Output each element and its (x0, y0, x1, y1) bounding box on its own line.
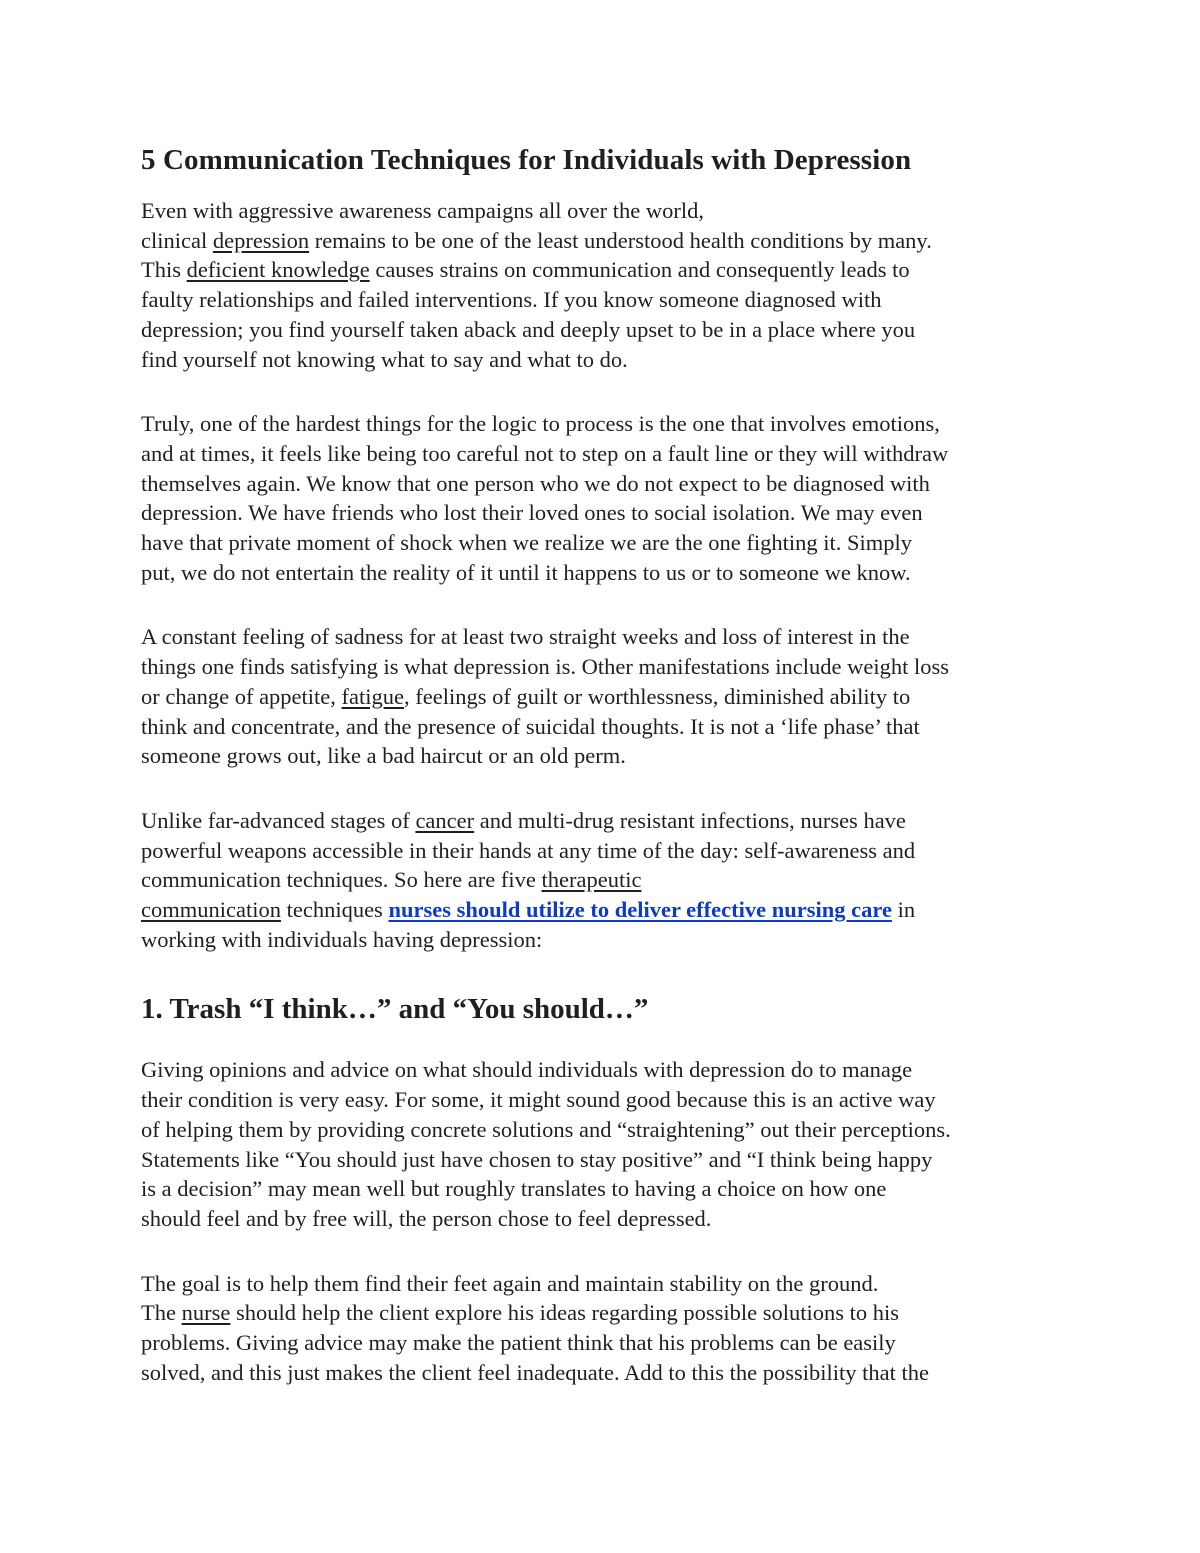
text-line: their condition is very easy. For some, it might sound good because this is an active way (141, 1087, 936, 1113)
text-line: have that private moment of shock when we realize we are the one fighting it. Simply (141, 530, 913, 556)
text-line: depression. We have friends who lost their loved ones to social isolation. We may even (141, 500, 923, 526)
text-line: is a decision” may mean well but roughly translates to having a choice on how one (141, 1176, 887, 1202)
text-line (141, 895, 1081, 925)
text-line (141, 682, 1081, 712)
text-line: Truly, one of the hardest things for the logic to process is the one that involves emotions, (141, 411, 940, 437)
text-segment: The (141, 1300, 182, 1326)
text-line (141, 865, 1081, 895)
text-line: Giving opinions and advice on what should individuals with depression do to manage (141, 1057, 913, 1083)
text-line (141, 255, 1081, 285)
text-segment: remains to be one of the least understood health conditions by many. (309, 227, 932, 253)
paragraph-definition (141, 622, 1081, 771)
communication-link[interactable]: communication (141, 897, 281, 923)
text-line (141, 1298, 1081, 1328)
text-line: solved, and this just makes the client feel inadequate. Add to this the possibility that the (141, 1359, 929, 1385)
text-line: Even with aggressive awareness campaigns all over the world, (141, 198, 704, 223)
document-page (141, 140, 1081, 1423)
nursing-care-link[interactable]: nurses should utilize to deliver effective nursing care (388, 897, 892, 923)
text-line (141, 806, 1081, 836)
text-line: A constant feeling of sadness for at least two straight weeks and loss of interest in the (141, 624, 910, 650)
nurse-link[interactable]: nurse (181, 1300, 231, 1326)
text-segment: This (141, 257, 187, 283)
page-title: 5 Communication Techniques for Individuals with Depression (141, 144, 912, 176)
cancer-link[interactable]: cancer (415, 807, 475, 833)
text-segment: or change of appetite, (141, 683, 342, 709)
text-line: and at times, it feels like being too careful not to step on a fault line or they will withdraw (141, 440, 949, 466)
paragraph-nurses (141, 806, 1081, 955)
text-segment: Unlike far-advanced stages of (141, 807, 416, 833)
text-segment: causes strains on communication and consequently leads to (369, 257, 910, 283)
text-line: problems. Giving advice may make the patient think that his problems can be easily (141, 1330, 896, 1356)
depression-link[interactable]: depression (212, 227, 310, 253)
text-line: put, we do not entertain the reality of it until it happens to us or to someone we know. (141, 559, 911, 585)
text-line: think and concentrate, and the presence of suicidal thoughts. It is not a ‘life phase’ that (141, 713, 920, 739)
text-segment: techniques (280, 897, 389, 923)
text-line: find yourself not knowing what to say and what to do. (141, 346, 628, 372)
deficient-knowledge-link[interactable]: deficient knowledge (186, 257, 370, 283)
paragraph-emotions (141, 409, 1081, 587)
text-line: should feel and by free will, the person chose to feel depressed. (141, 1205, 712, 1231)
text-segment: and multi-drug resistant infections, nurses have (474, 807, 906, 833)
text-line: themselves again. We know that one person who we do not expect to be diagnosed with (141, 470, 930, 496)
paragraph-advice (141, 1055, 1081, 1233)
text-segment: clinical (141, 227, 213, 253)
text-line: things one finds satisfying is what depression is. Other manifestations include weight loss (141, 654, 950, 680)
paragraph-intro (141, 196, 1081, 374)
text-line: faulty relationships and failed interventions. If you know someone diagnosed with (141, 287, 882, 313)
text-line: depression; you find yourself taken aback and deeply upset to be in a place where you (141, 316, 916, 342)
text-line: working with individuals having depression: (141, 926, 543, 952)
section-heading: 1. Trash “I think…” and “You should…” (141, 993, 649, 1026)
text-line: powerful weapons accessible in their hands at any time of the day: self-awareness and (141, 837, 916, 863)
text-line (141, 226, 1081, 256)
text-segment: in (891, 897, 916, 923)
text-segment: communication techniques. So here are five (141, 867, 542, 893)
fatigue-link[interactable]: fatigue (341, 683, 405, 709)
text-line: of helping them by providing concrete solutions and “straightening” out their perceptions. (141, 1116, 951, 1142)
text-line: Statements like “You should just have chosen to stay positive” and “I think being happy (141, 1146, 933, 1172)
paragraph-goal (141, 1269, 1081, 1388)
text-segment: , feelings of guilt or worthlessness, diminished ability to (404, 683, 911, 709)
text-line: someone grows out, like a bad haircut or an old perm. (141, 743, 626, 769)
text-line: The goal is to help them find their feet again and maintain stability on the ground. (141, 1270, 879, 1296)
text-segment: should help the client explore his ideas regarding possible solutions to his (230, 1300, 900, 1326)
therapeutic-link[interactable]: therapeutic (541, 867, 642, 893)
